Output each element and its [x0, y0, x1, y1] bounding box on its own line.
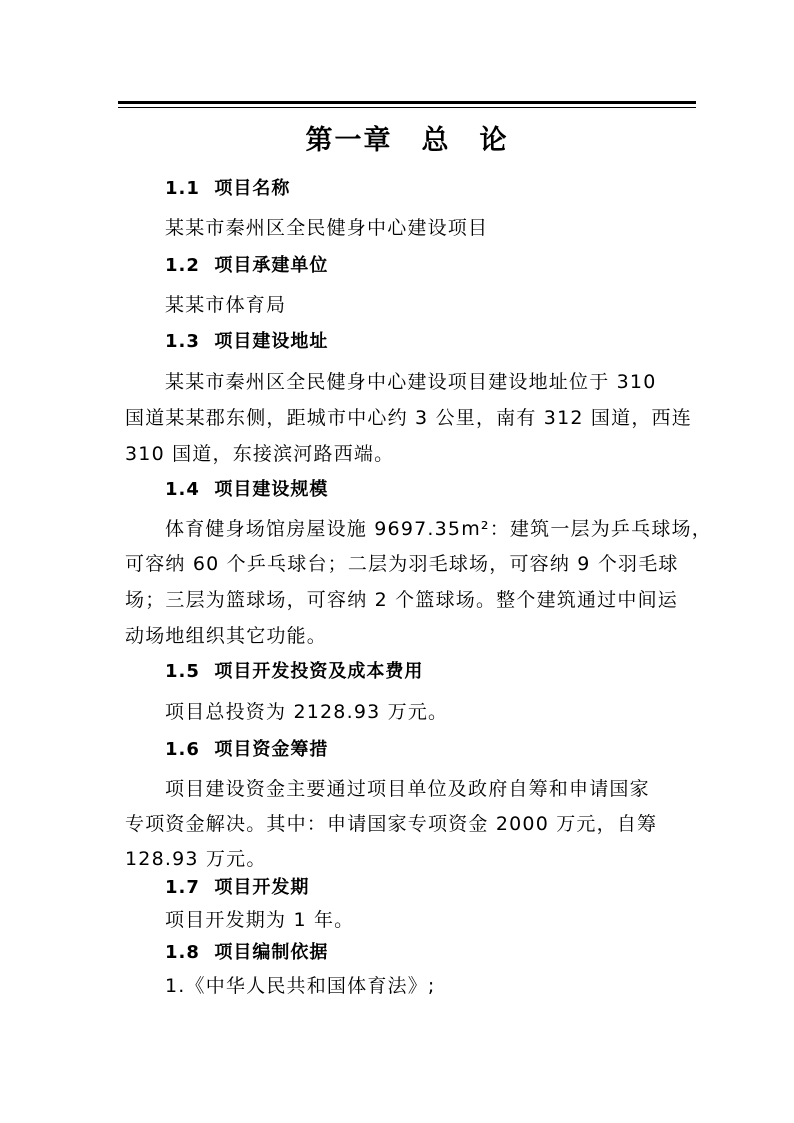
chapter-title: 第一章 总 论 — [305, 125, 509, 156]
section-heading-1-2: 1.2 项目承建单位 — [165, 255, 329, 276]
paragraph-line: 项目开发期为 1 年。 — [165, 909, 355, 931]
header-rule-thick — [118, 101, 696, 104]
section-heading-1-6: 1.6 项目资金筹措 — [165, 739, 329, 760]
paragraph-line: 可容纳 60 个乒乓球台；二层为羽毛球场，可容纳 9 个羽毛球 — [125, 553, 679, 575]
paragraph-line: 项目总投资为 2128.93 万元。 — [165, 701, 449, 723]
paragraph-line: 128.93 万元。 — [125, 848, 267, 870]
paragraph-line: 专项资金解决。其中：申请国家专项资金 2000 万元，自筹 — [125, 813, 658, 835]
section-heading-1-4: 1.4 项目建设规模 — [165, 479, 329, 500]
paragraph-line: 某某市体育局 — [165, 294, 287, 316]
paragraph-line: 某某市秦州区全民健身中心建设项目建设地址位于 310 — [165, 371, 657, 393]
section-heading-1-1: 1.1 项目名称 — [165, 178, 291, 199]
section-heading-1-5: 1.5 项目开发投资及成本费用 — [165, 661, 424, 682]
section-heading-1-8: 1.8 项目编制依据 — [165, 942, 329, 963]
paragraph-line: 某某市秦州区全民健身中心建设项目 — [165, 217, 489, 239]
paragraph-line: 1.《中华人民共和国体育法》; — [165, 975, 436, 997]
paragraph-line: 310 国道，东接滨河路西端。 — [125, 443, 395, 465]
paragraph-line: 国道某某郡东侧，距城市中心约 3 公里，南有 312 国道，西连 — [125, 407, 692, 429]
section-heading-1-7: 1.7 项目开发期 — [165, 877, 310, 898]
section-heading-1-3: 1.3 项目建设地址 — [165, 331, 329, 352]
paragraph-line: 动场地组织其它功能。 — [125, 625, 328, 647]
paragraph-line: 体育健身场馆房屋设施 9697.35m²：建筑一层为乒乓球场， — [165, 518, 712, 540]
header-rule-thin — [118, 107, 696, 108]
paragraph-line: 项目建设资金主要通过项目单位及政府自筹和申请国家 — [165, 778, 650, 800]
paragraph-line: 场；三层为篮球场，可容纳 2 个篮球场。整个建筑通过中间运 — [125, 589, 678, 611]
